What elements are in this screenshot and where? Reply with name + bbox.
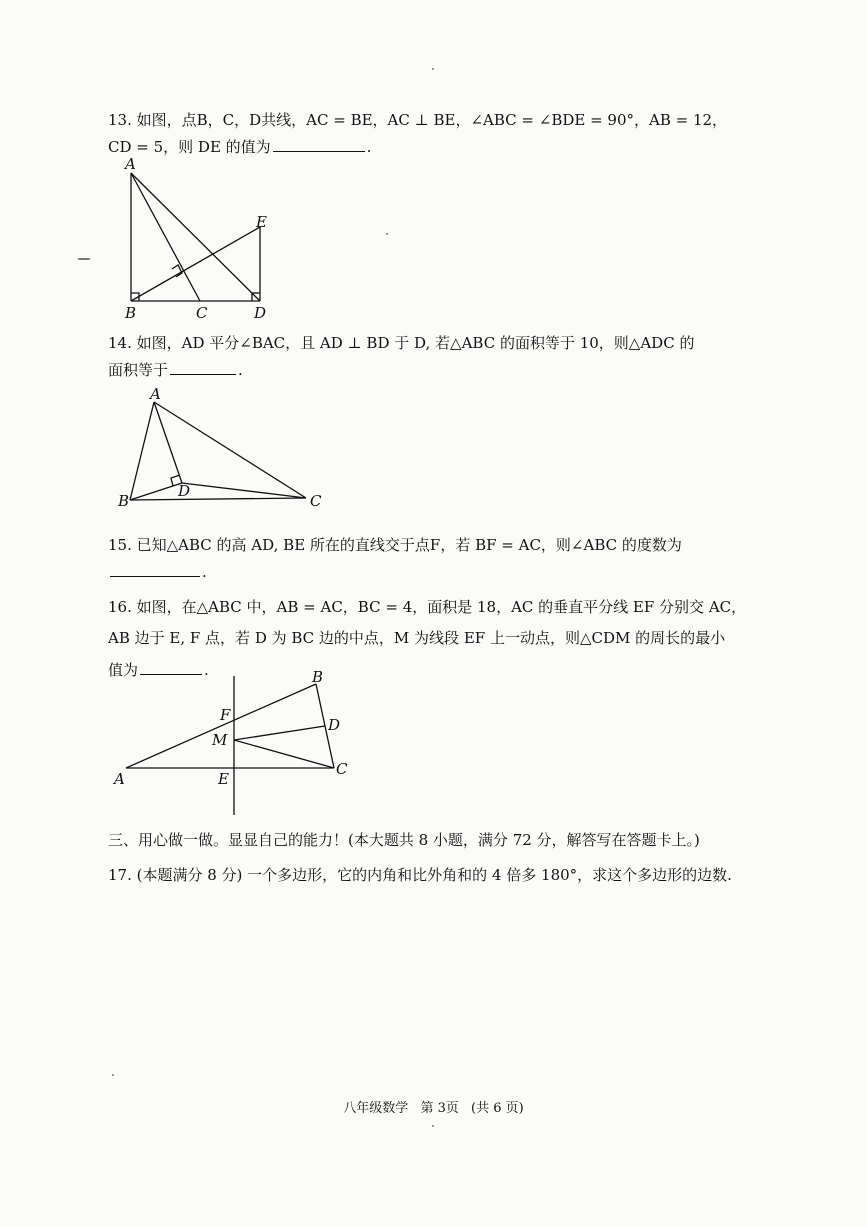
q14-label-D: D [178, 482, 191, 500]
q14-period: . [238, 361, 243, 379]
q16-label-M: M [212, 731, 228, 749]
q13-label-D: D [254, 304, 267, 322]
q13-label-B: B [125, 304, 137, 322]
q14-line2 [108, 360, 243, 380]
q15-answer-blank [110, 562, 200, 577]
q14-label-A: A [150, 385, 161, 403]
q16-label-C: C [336, 760, 348, 778]
q16-label-D: D [328, 716, 341, 734]
scan-speck [432, 1125, 434, 1127]
q15-period: . [202, 563, 207, 581]
q13-figure [110, 155, 280, 325]
q16-label-A: A [114, 770, 125, 788]
page-footer [0, 1097, 867, 1116]
q14-label-C: C [310, 492, 322, 510]
q13-line1: 13. 如图，点B，C，D共线，AC = BE，AC ⊥ BE，∠ABC = ∠BDE = 90°，AB = 12， [108, 111, 728, 129]
footer-subject: 八年级数学 [343, 1101, 409, 1116]
footer-page: 第 3页 [420, 1101, 459, 1116]
q15-line2 [108, 562, 207, 582]
scan-speck [112, 1074, 114, 1076]
q16-label-E: E [218, 770, 229, 788]
q13-period: . [366, 138, 372, 156]
scan-speck [386, 233, 388, 235]
scan-mark [78, 258, 90, 260]
q16-label-B: B [312, 668, 324, 686]
q14-answer-blank [170, 360, 236, 375]
q13-line2 [108, 137, 371, 157]
q16-line3-text: 值为 [108, 661, 139, 679]
q13-label-C: C [196, 304, 208, 322]
q13-label-A: A [125, 155, 136, 173]
q17-text: 17. (本题满分 8 分) 一个多边形，它的内角和比外角和的 4 倍多 180°，求这个多边形的边数. [108, 866, 732, 884]
q14-figure [110, 382, 340, 514]
section3-heading: 三、用心做一做。显显自己的能力！(本大题共 8 小题，满分 72 分，解答写在答题卡上。) [108, 831, 700, 849]
scan-speck [432, 68, 434, 70]
q16-line1: 16. 如图，在△ABC 中，AB = AC，BC = 4，面积是 18，AC 的垂直平分线 EF 分别交 AC， [108, 598, 747, 616]
q16-label-F: F [220, 706, 231, 724]
q13-answer-blank [273, 137, 365, 152]
q13-line2-text: CD = 5，则 DE 的值为 [108, 138, 271, 156]
q14-line1: 14. 如图，AD 平分∠BAC，且 AD ⊥ BD 于 D, 若△ABC 的面积等于 10，则△ADC 的 [108, 334, 695, 352]
q15-line1: 15. 已知△ABC 的高 AD, BE 所在的直线交于点F，若 BF = AC，则∠ABC 的度数为 [108, 536, 682, 554]
q16-period: . [204, 661, 209, 679]
footer-total: (共 6 页) [471, 1101, 524, 1116]
q16-line2: AB 边于 E, F 点，若 D 为 BC 边的中点，M 为线段 EF 上一动点，则△CDM 的周长的最小 [108, 629, 726, 647]
q14-label-B: B [118, 492, 130, 510]
q13-label-E: E [256, 213, 267, 231]
q16-figure [108, 668, 358, 818]
q14-line2-text: 面积等于 [108, 361, 169, 379]
